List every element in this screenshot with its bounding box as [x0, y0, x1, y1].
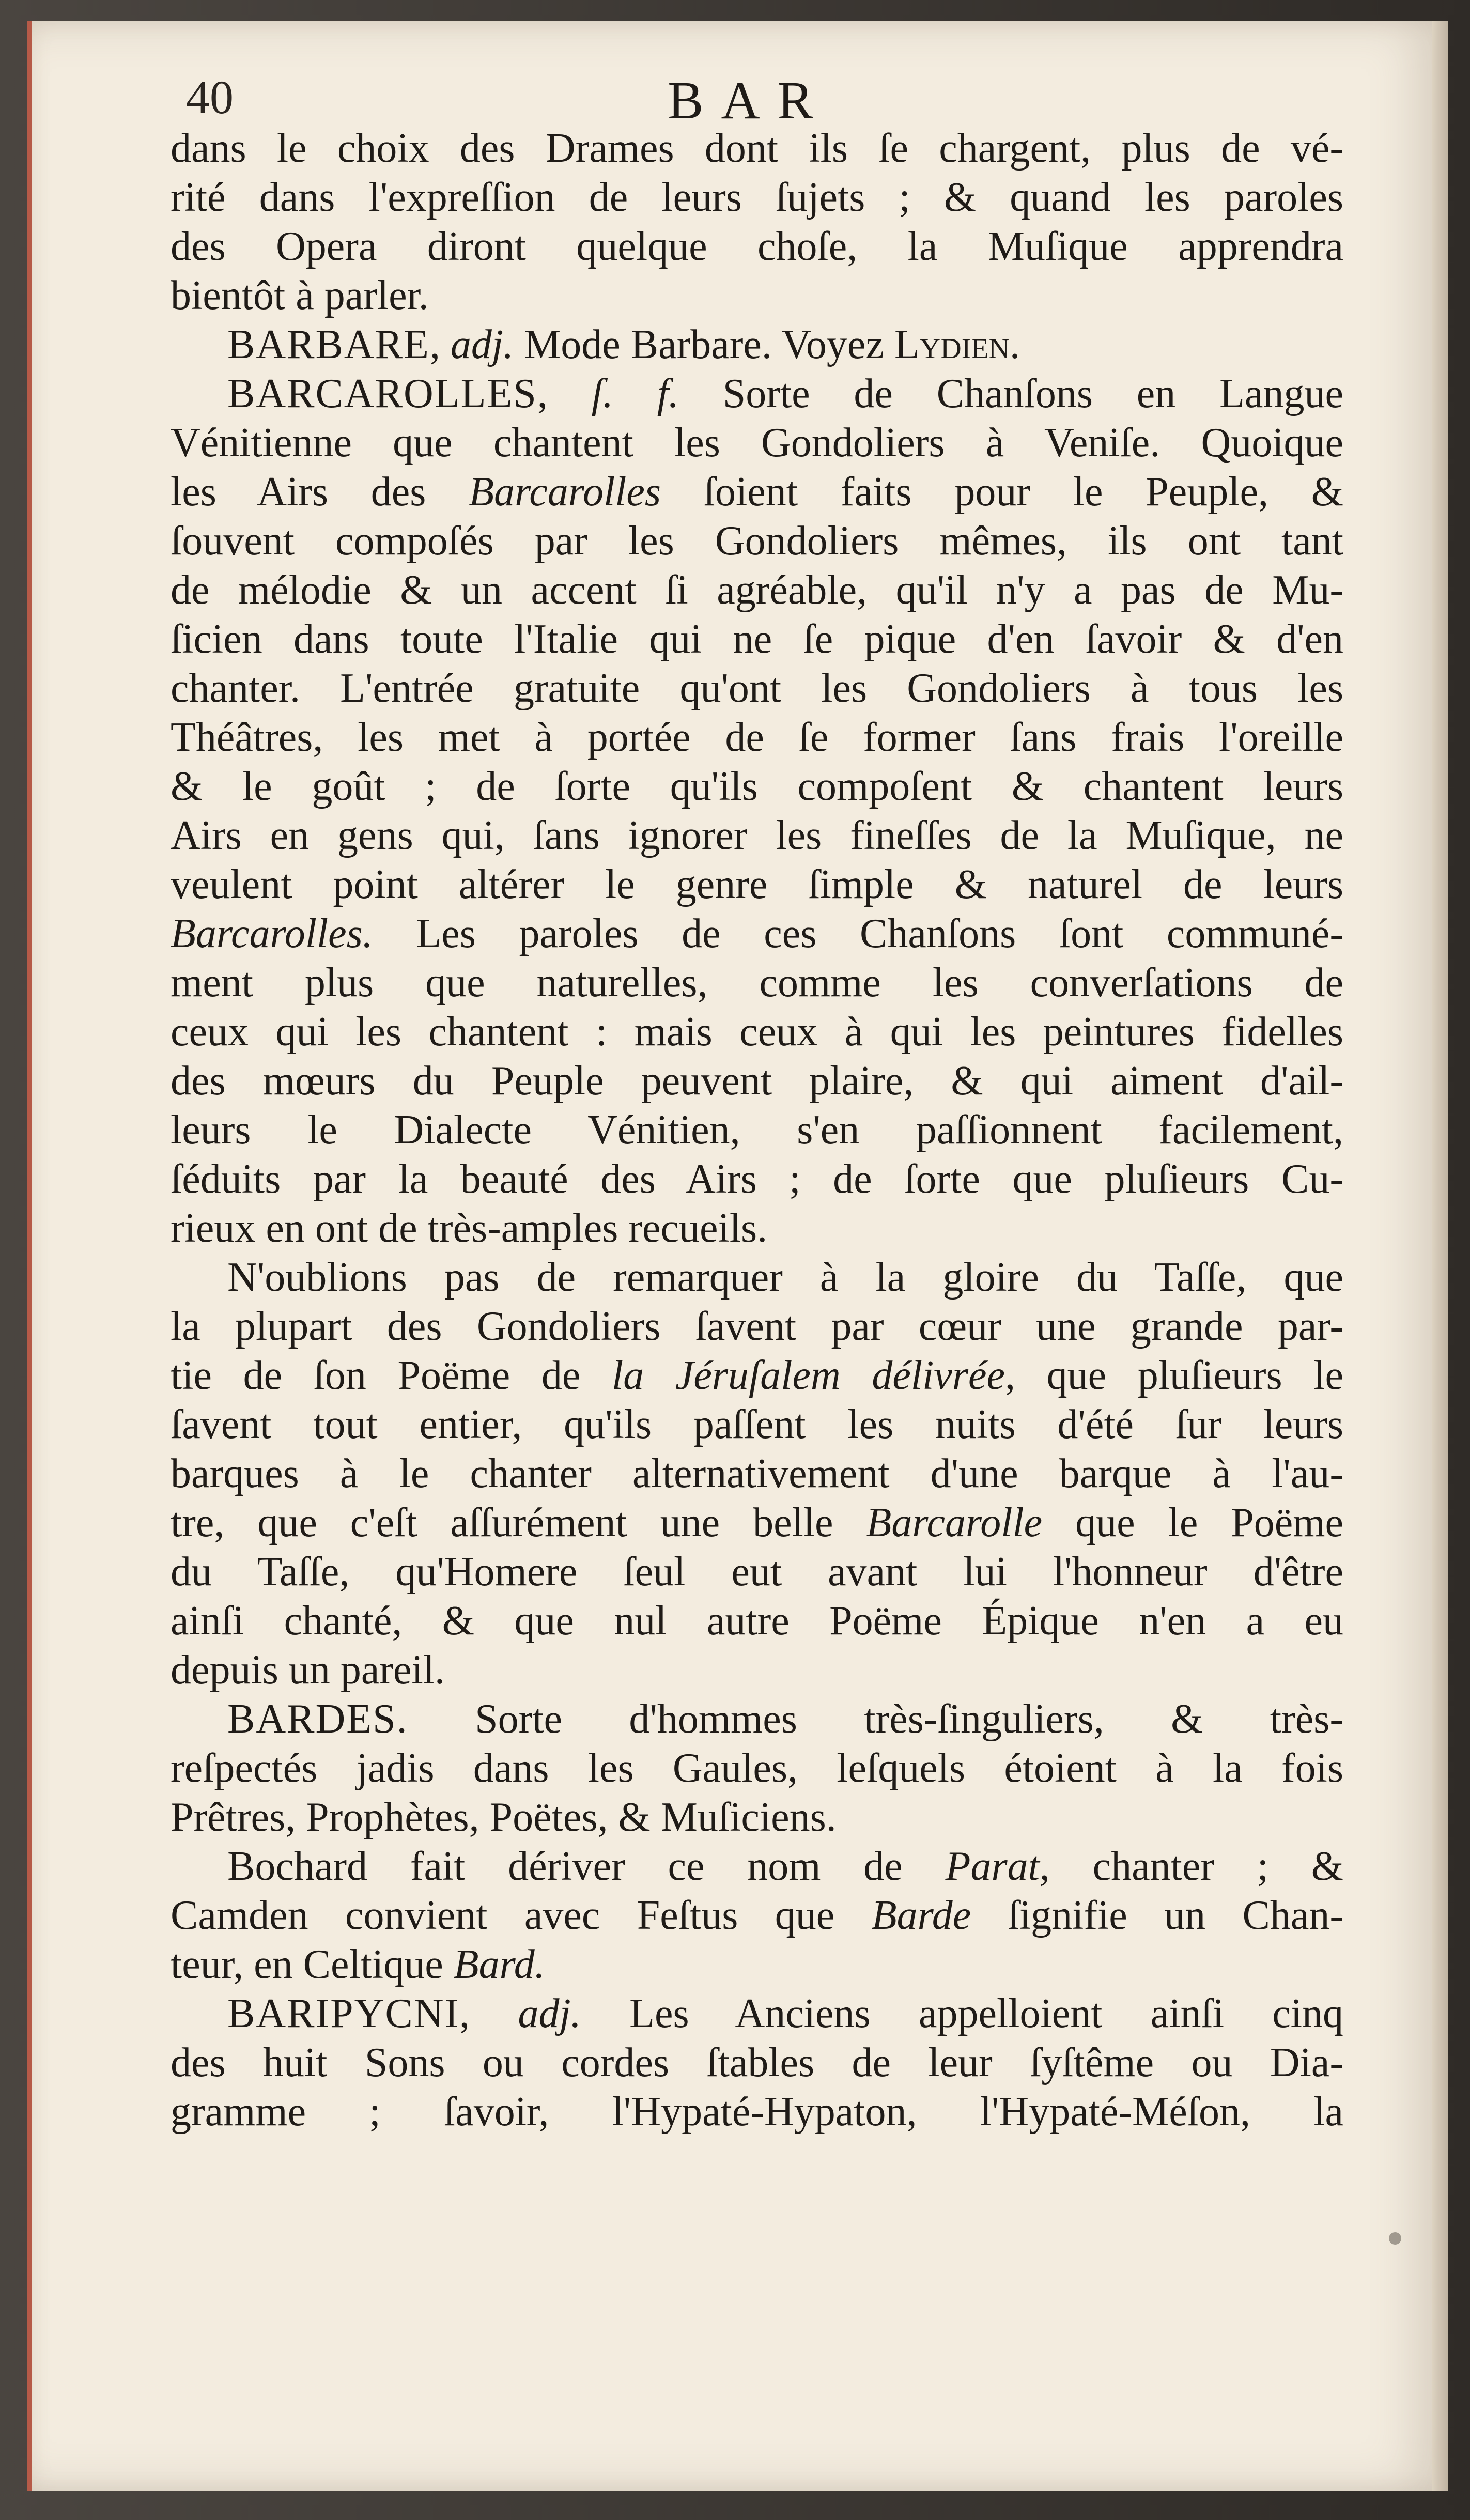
text-line: la plupart des Gondoliers ſavent par cœur une grande par-: [171, 1304, 1343, 1349]
entry-text: Mode Barbare. Voyez: [524, 322, 884, 367]
text-run: teur, en Celtique: [171, 1942, 443, 1987]
text-line: [171, 1842, 1343, 1891]
abbreviation: adj.: [450, 322, 514, 367]
entry-text: Sorte d'hommes très-ſinguliers, & très-: [475, 1696, 1344, 1742]
headword: BARIPYCNI: [227, 1991, 460, 2036]
text-line: [171, 468, 1343, 517]
text-line: [171, 1891, 1343, 1940]
italic-term: Barcarolle: [866, 1500, 1043, 1545]
text-run: Les paroles de ces Chanſons ſont communé-: [416, 911, 1344, 956]
text-line: [171, 1940, 1343, 1989]
text-line: ainſi chanté, & que nul autre Poëme Épique n'en a eu: [171, 1598, 1343, 1644]
paragraph-bochard: [171, 1842, 1343, 1989]
cross-reference: Lydien.: [894, 322, 1020, 367]
italic-term: Barcarolles.: [171, 911, 373, 956]
text-line: des Opera diront quelque choſe, la Muſique apprendra: [171, 224, 1343, 269]
italic-term: Barcarolles: [469, 469, 661, 515]
text-run: ſignifie un Chan-: [1008, 1893, 1344, 1938]
text-line: depuis un pareil.: [171, 1647, 445, 1693]
page-edge: [1432, 21, 1448, 2491]
text-line: N'oublions pas de remarquer à la gloire du Taſſe, que: [227, 1255, 1343, 1300]
page-text: [171, 124, 1343, 2137]
italic-term: la Jéruſalem délivrée: [612, 1353, 1005, 1398]
text-line: reſpectés jadis dans les Gaules, leſquels étoient à la fois: [171, 1745, 1343, 1791]
text-run: ſoient faits pour le Peuple, &: [703, 469, 1344, 515]
text-line: chanter. L'entrée gratuite qu'ont les Gondoliers à tous les: [171, 666, 1343, 711]
text-line: BARBARE, adj. Mode Barbare. Voyez Lydien.: [227, 322, 1020, 367]
italic-term: Barde: [871, 1893, 971, 1938]
text-line: rieux en ont de très-amples recueils.: [171, 1205, 768, 1251]
text-line: ſéduits par la beauté des Airs ; de ſorte que pluſieurs Cu-: [171, 1156, 1343, 1202]
abbreviation: ſ. f.: [591, 371, 679, 416]
text-line: gramme ; ſavoir, l'Hypaté-Hypaton, l'Hypaté-Méſon, la: [171, 2089, 1343, 2135]
text-line: [171, 909, 1343, 958]
text-line: veulent point altérer le genre ſimple & naturel de leurs: [171, 862, 1343, 907]
text-line: ſouvent compoſés par les Gondoliers mêmes, ils ont tant: [171, 518, 1343, 564]
text-run: , chanter ; &: [1039, 1844, 1343, 1889]
text-line: barques à le chanter alternativement d'une barque à l'au-: [171, 1451, 1343, 1496]
text-line: BARIPYCNI, adj. Les Anciens appelloient ainſi cinq: [227, 1991, 1344, 2036]
text-line: du Taſſe, qu'Homere ſeul eut avant lui l'honneur d'être: [171, 1549, 1343, 1595]
italic-term: Bard.: [453, 1942, 545, 1987]
page-number: 40: [186, 71, 234, 123]
running-head: BAR: [668, 71, 831, 130]
entry-text: Sorte de Chanſons en Langue: [722, 371, 1343, 416]
text-run: Bochard fait dériver ce nom de: [227, 1844, 903, 1889]
text-line: des mœurs du Peuple peuvent plaire, & qui aiment d'ail-: [171, 1058, 1343, 1104]
entry-bardes: [171, 1695, 1343, 1842]
text-line: [171, 1498, 1343, 1548]
headword: BARBARE: [227, 322, 430, 367]
text-line: dans le choix des Drames dont ils ſe chargent, plus de vé-: [171, 126, 1343, 171]
text-line: ceux qui les chantent : mais ceux à qui les peintures fidelles: [171, 1009, 1343, 1055]
text-line: Vénitienne que chantent les Gondoliers à Veniſe. Quoique: [171, 420, 1343, 466]
text-run: les Airs des: [171, 469, 426, 515]
text-run: Camden convient avec Feſtus que: [171, 1893, 835, 1938]
entry-barcarolles: [171, 369, 1343, 1253]
text-line: rité dans l'expreſſion de leurs ſujets ; & quand les paroles: [171, 175, 1343, 220]
entry-barbare: [171, 320, 1343, 369]
headword: BARDES.: [227, 1696, 408, 1742]
text-line: ſavent tout entier, qu'ils paſſent les nuits d'été ſur leurs: [171, 1402, 1343, 1447]
abbreviation: adj.: [518, 1991, 581, 2036]
text-run: , que pluſieurs le: [1004, 1353, 1344, 1398]
text-line: bientôt à parler.: [171, 273, 429, 318]
ink-blot: [1389, 2232, 1401, 2245]
text-line: ſicien dans toute l'Italie qui ne ſe pique d'en ſavoir & d'en: [171, 616, 1343, 662]
text-line: des huit Sons ou cordes ſtables de leur ſyſtême ou Dia-: [171, 2040, 1343, 2085]
text-run: tie de ſon Poëme de: [171, 1353, 581, 1398]
text-line: [171, 1351, 1343, 1400]
text-run: que le Poëme: [1075, 1500, 1344, 1545]
text-line: Airs en gens qui, ſans ignorer les fineſſes de la Muſique, ne: [171, 813, 1343, 858]
continuation-paragraph: [171, 124, 1343, 320]
text-line: de mélodie & un accent ſi agréable, qu'il n'y a pas de Mu-: [171, 567, 1343, 613]
text-line: Prêtres, Prophètes, Poëtes, & Muſiciens.: [171, 1795, 837, 1840]
text-line: [171, 1695, 1343, 1744]
text-run: tre, que c'eſt aſſurément une belle: [171, 1500, 833, 1545]
paragraph-tasse: [171, 1253, 1343, 1695]
text-line: Théâtres, les met à portée de ſe former ſans frais l'oreille: [171, 715, 1343, 760]
text-line: BARCAROLLES, ſ. f. Sorte de Chanſons en Langue: [227, 371, 1343, 416]
italic-term: Parat: [945, 1844, 1040, 1889]
entry-baripycni: [171, 1989, 1343, 2137]
text-line: leurs le Dialecte Vénitien, s'en paſſionnent facilement,: [171, 1107, 1343, 1153]
text-line: & le goût ; de ſorte qu'ils compoſent & chantent leurs: [171, 764, 1343, 809]
text-line: ment plus que naturelles, comme les converſations de: [171, 960, 1343, 1006]
headword: BARCAROLLES: [227, 371, 537, 416]
entry-text: Les Anciens appelloient ainſi cinq: [629, 1991, 1344, 2036]
